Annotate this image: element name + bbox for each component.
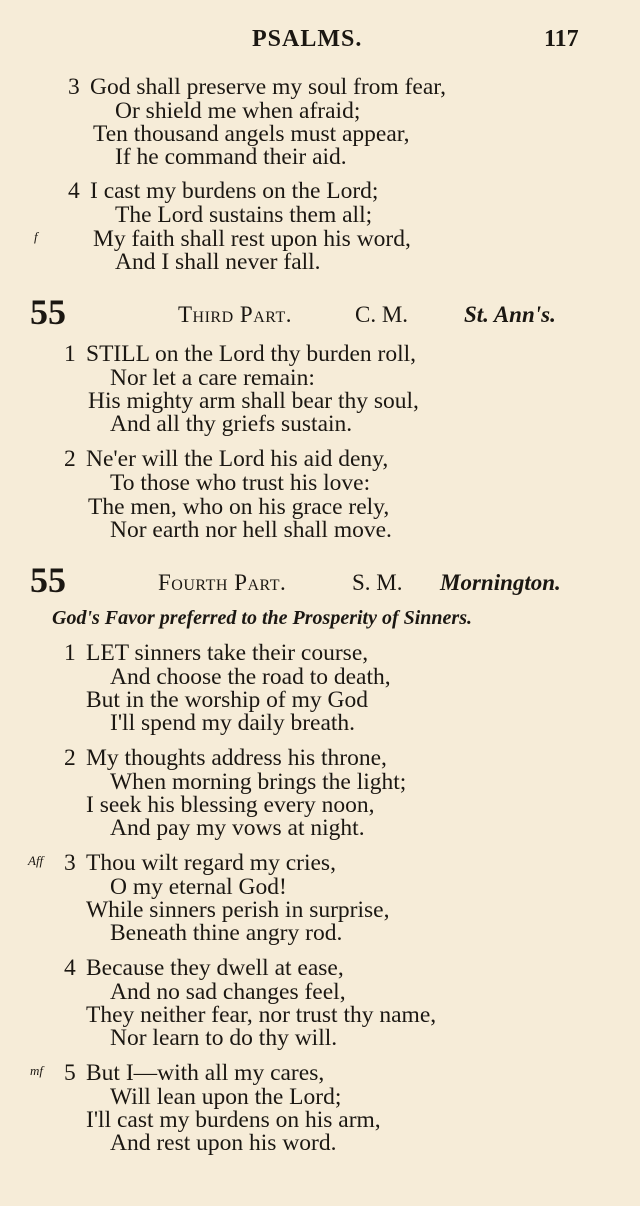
verse-line: If he command their aid. [115, 144, 347, 170]
verse-line: 1 STILL on the Lord thy burden roll, [64, 341, 417, 367]
verse-line: And all thy griefs sustain. [110, 411, 353, 437]
hymn-part: Third Part. [178, 302, 292, 327]
verse-line: I'll spend my daily breath. [110, 710, 356, 736]
verse-number: 1 [64, 640, 76, 666]
verse-line: 5 But I—with all my cares, [64, 1060, 325, 1086]
verse-number: 2 [64, 446, 76, 472]
page-number: 117 [544, 26, 579, 52]
verse-line: O my eternal God! [110, 874, 287, 900]
verse-line: Beneath thine angry rod. [110, 920, 343, 946]
verse-line: 2 My thoughts address his throne, [64, 745, 387, 771]
verse-line: Ten thousand angels must appear, [93, 121, 410, 147]
dynamic-mark: mf [30, 1063, 43, 1078]
hymn-heading [0, 292, 640, 336]
hymn-meter: S. M. [352, 570, 403, 595]
verse-line: I'll cast my burdens on his arm, [86, 1107, 381, 1133]
running-title: PSALMS. [252, 26, 363, 52]
verse-number: 3 [68, 74, 80, 100]
dynamic-mark: f [34, 229, 38, 244]
verse-line: 4 I cast my burdens on the Lord; [68, 178, 379, 204]
verse-line: I seek his blessing every noon, [86, 792, 375, 818]
verse-line: The men, who on his grace rely, [88, 494, 390, 520]
verse-line: And pay my vows at night. [110, 815, 365, 841]
hymn-subtitle: God's Favor preferred to the Prosperity of Sinners. [52, 607, 472, 629]
verse-number: 4 [68, 178, 80, 204]
verse-line: 1 LET sinners take their course, [64, 640, 369, 666]
verse-line: And no sad changes feel, [110, 979, 346, 1005]
verse-line: 3 God shall preserve my soul from fear, [68, 74, 447, 100]
verse-line: To those who trust his love: [110, 470, 371, 496]
tune-name: St. Ann's. [464, 302, 556, 327]
verse-line: They neither fear, nor trust thy name, [86, 1002, 437, 1028]
hymn-number: 55 [30, 292, 66, 332]
tune-name: Mornington. [440, 570, 561, 595]
verse-line: Nor let a care remain: [110, 365, 315, 391]
dynamic-mark: Aff [28, 853, 44, 868]
verse-number: 5 [64, 1060, 76, 1086]
verse-line: But in the worship of my God [86, 687, 368, 713]
verse-line: Will lean upon the Lord; [110, 1084, 342, 1110]
verse-line: The Lord sustains them all; [115, 202, 373, 228]
verse-number: 3 [64, 850, 76, 876]
verse-line: Nor learn to do thy will. [110, 1025, 338, 1051]
verse-line: While sinners perish in surprise, [86, 897, 390, 923]
verse-line: My faith shall rest upon his word, [93, 226, 411, 252]
verse-line: Or shield me when afraid; [115, 98, 361, 124]
hymn-heading [0, 560, 640, 604]
verse-line: His mighty arm shall bear thy soul, [88, 388, 419, 414]
verse-line: 2 Ne'er will the Lord his aid deny, [64, 446, 389, 472]
verse-number: 1 [64, 341, 76, 367]
page-header [0, 26, 640, 58]
verse-line: When morning brings the light; [110, 769, 407, 795]
hymn-part: Fourth Part. [158, 570, 287, 595]
hymn-meter: C. M. [355, 302, 409, 327]
verse-line: 4 Because they dwell at ease, [64, 955, 344, 981]
verse-line: And choose the road to death, [110, 664, 391, 690]
verse-line: And rest upon his word. [110, 1130, 337, 1156]
verse-line: Nor earth nor hell shall move. [110, 517, 392, 543]
verse-number: 2 [64, 745, 76, 771]
verse-line: 3 Thou wilt regard my cries, [64, 850, 336, 876]
verse-number: 4 [64, 955, 76, 981]
hymn-number: 55 [30, 560, 66, 600]
verse-line: And I shall never fall. [115, 249, 321, 275]
